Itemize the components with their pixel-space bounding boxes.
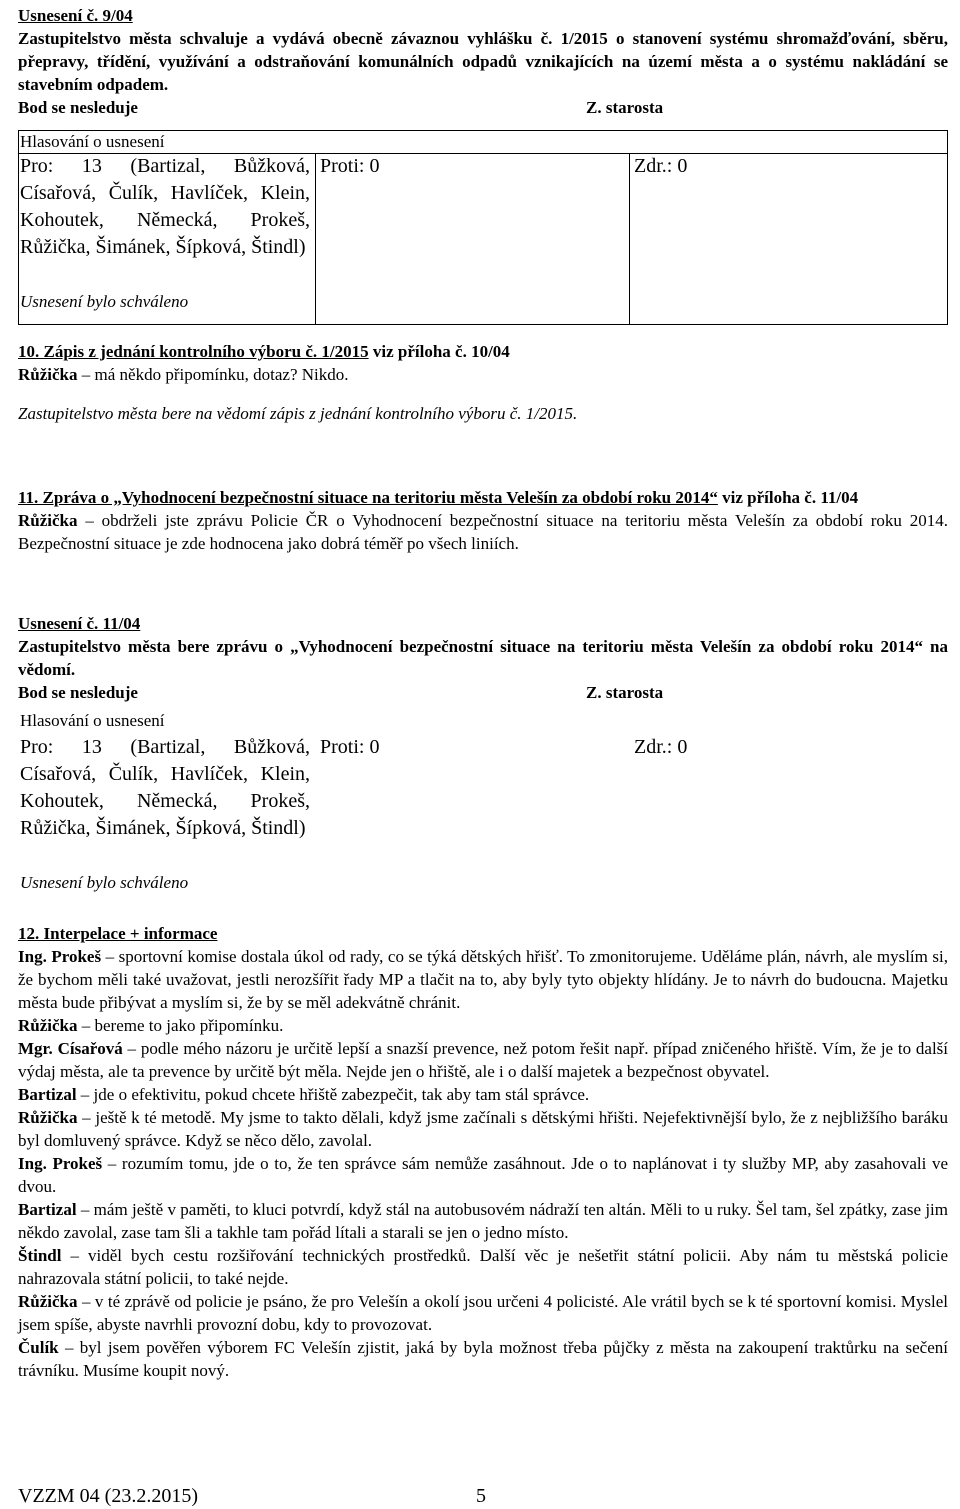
speaker-title: Ing.	[18, 947, 52, 966]
page-number: 5	[476, 1485, 486, 1507]
speaker-name: Bartizal	[18, 1085, 77, 1104]
interpellation-entry	[18, 1198, 948, 1244]
item-12	[18, 922, 948, 1382]
interpellation-list	[18, 945, 948, 1382]
resolution-text: Zastupitelstvo města schvaluje a vydává obecně závaznou vyhlášku č. 1/2015 o stanovení systému shromažďování, sběru, přepravy, třídění, využívání a odstraňování komunálních odpadů vznikajících na území města a o systému nakládání se stavebním odpadem.	[18, 29, 948, 94]
speech-text: – bereme to jako připomínku.	[77, 1016, 284, 1035]
speaker-name: Růžička	[18, 1108, 78, 1127]
speech-text: – sportovní komise dostala úkol od rady, co se týká dětských hřišť. To zmonitorujeme. Uděláme plán, návrh, ale myslím si, že bychom měli také uvažovat, jestli nerozšířit řady MP a tlačit na to, aby byly tyto objekty hlídány. Je to návrh do budoucna. Majetku města bude přibývat a myslím si, že by se měl adekvátně chránit.	[18, 947, 948, 1012]
responsibility-row	[18, 96, 948, 119]
vote-proti: Proti: 0	[320, 155, 380, 177]
vote-table-11-04	[18, 709, 948, 904]
speaker-name: Prokeš	[51, 947, 102, 966]
vote-zdr: Zdr.: 0	[634, 155, 688, 177]
responsible-person: Z. starosta	[586, 98, 664, 117]
speaker-name: Štindl	[18, 1246, 62, 1265]
interpellation-entry	[18, 1037, 948, 1083]
speech-text: – rozumím tomu, jde o to, že ten správce sám nemůže zasáhnout. Jde o to naplánovat i ty služby MP, aby zasahovali ve dvou.	[18, 1154, 948, 1196]
resolution-text: Zastupitelstvo města bere zprávu o „Vyhodnocení bezpečnostní situace na teritoriu města Velešín za období roku 2014“ na vědomí.	[18, 637, 948, 679]
speaker-name: Růžička	[18, 365, 78, 384]
item-heading: 10. Zápis z jednání kontrolního výboru č. 1/2015	[18, 342, 369, 361]
speech-text: – má někdo připomínku, dotaz? Nikdo.	[77, 365, 349, 384]
speaker-title: Ing.	[18, 1154, 53, 1173]
item-11	[18, 486, 948, 555]
resolution-heading: Usnesení č. 11/04	[18, 614, 141, 633]
bod-label: Bod se nesleduje	[18, 683, 138, 702]
item-heading: 12. Interpelace + informace	[18, 924, 218, 943]
speech-text: – podle mého názoru je určitě lepší a snazší prevence, než potom řešit např. případ zničeného hřiště. Vím, že je to další výdaj města, ale ta prevence by určitě být měla. Nejde jen o hřiště, ale i o další majetek a bezpečnost obyvatel.	[18, 1039, 949, 1081]
speaker-name: Růžička	[18, 1016, 78, 1035]
interpellation-entry	[18, 1290, 948, 1336]
interpellation-entry	[18, 1336, 948, 1382]
speaker-title: Mgr.	[18, 1039, 58, 1058]
vote-zdr: Zdr.: 0	[634, 736, 688, 758]
bod-label: Bod se nesleduje	[18, 98, 138, 117]
speech-text: – byl jsem pověřen výborem FC Velešín zjistit, jaká by byla možnost třeba půjčky z města na zakoupení traktůrku na sečení trávníku. Musíme koupit nový.	[18, 1338, 948, 1380]
interpellation-entry	[18, 945, 948, 1014]
vote-result: Usnesení bylo schváleno	[20, 873, 189, 892]
speaker-name: Prokeš	[52, 1154, 103, 1173]
resolution-heading: Usnesení č. 9/04	[18, 6, 133, 25]
speaker-name: Čulík	[18, 1338, 59, 1357]
speech-text: – jde o efektivitu, pokud chcete hřiště zabezpečit, tak aby tam stál správce.	[76, 1085, 590, 1104]
speaker-name: Císařová	[57, 1039, 123, 1058]
speaker-name: Růžička	[18, 511, 78, 530]
responsibility-row	[18, 681, 948, 704]
interpellation-entry	[18, 1014, 948, 1037]
resolution-9-04	[18, 4, 948, 119]
interpellation-entry	[18, 1244, 948, 1290]
speech-text: – v té zprávě od policie je psáno, že pro Velešín a okolí jsou určeni 4 policisté. Ale vrátil bych se k té sportovní komisi. Myslel jsem spíše, abyste navrhli provozní dobu, kdy to provozovat.	[18, 1292, 948, 1334]
vote-result: Usnesení bylo schváleno	[20, 292, 189, 311]
item-note: Zastupitelstvo města bere na vědomí zápis z jednání kontrolního výboru č. 1/2015.	[18, 404, 578, 423]
responsible-person: Z. starosta	[586, 683, 664, 702]
item-heading: 11. Zpráva o „Vyhodnocení bezpečnostní situace na teritoriu města Velešín za období roku 2014“	[18, 488, 718, 507]
speaker-name: Bartizal	[18, 1200, 77, 1219]
speech-text: – ještě k té metodě. My jsme to takto dělali, když jsme začínali s dětskými hřišti. Nejefektivnější bylo, že z nejbližšího baráku byl domluvený správce. Když se něco dělo, zavolal.	[18, 1108, 948, 1150]
vote-pro: Pro: 13 (Bartizal, Bůžková, Císařová, Čulík, Havlíček, Klein, Kohoutek, Německá, Prokeš, Růžička, Šimánek, Šípková, Štindl)	[20, 155, 310, 258]
vote-proti: Proti: 0	[320, 736, 380, 758]
footer-doc-id: VZZM 04 (23.2.2015)	[18, 1485, 198, 1507]
speech-text: – obdrželi jste zprávu Policie ČR o Vyhodnocení bezpečnostní situace na teritoriu města Velešín za období roku 2014. Bezpečnostní situace je zde hodnocena jako dobrá téměř po všech liniích.	[18, 511, 948, 553]
speaker-name: Růžička	[18, 1292, 78, 1311]
interpellation-entry	[18, 1152, 948, 1198]
interpellation-entry	[18, 1083, 948, 1106]
item-ref: viz příloha č. 10/04	[368, 342, 510, 361]
interpellation-entry	[18, 1106, 948, 1152]
page-footer	[18, 1485, 948, 1508]
item-ref: viz příloha č. 11/04	[717, 488, 859, 507]
vote-pro: Pro: 13 (Bartizal, Bůžková, Císařová, Čulík, Havlíček, Klein, Kohoutek, Německá, Prokeš, Růžička, Šimánek, Šípková, Štindl)	[20, 736, 310, 839]
speech-text: – viděl bych cestu rozšiřování technických prostředků. Další věc je nešetřit státní policii. Aby nám tu městská policie nahrazovala státní policii, to také nejde.	[18, 1246, 948, 1288]
resolution-11-04	[18, 612, 948, 704]
vote-table-9-04	[18, 130, 948, 325]
item-10	[18, 340, 948, 425]
vote-title: Hlasování o usnesení	[20, 132, 165, 151]
speech-text: – mám ještě v paměti, to kluci potvrdí, když stál na autobusovém nádraží ten altán. Měli to u ruky. Šel tam, šel zpátky, zase jim někdo zavolal, zase tam šli a takhle tam pořád lítali a starali se jen o jedno místo.	[18, 1200, 948, 1242]
vote-title: Hlasování o usnesení	[20, 711, 165, 730]
